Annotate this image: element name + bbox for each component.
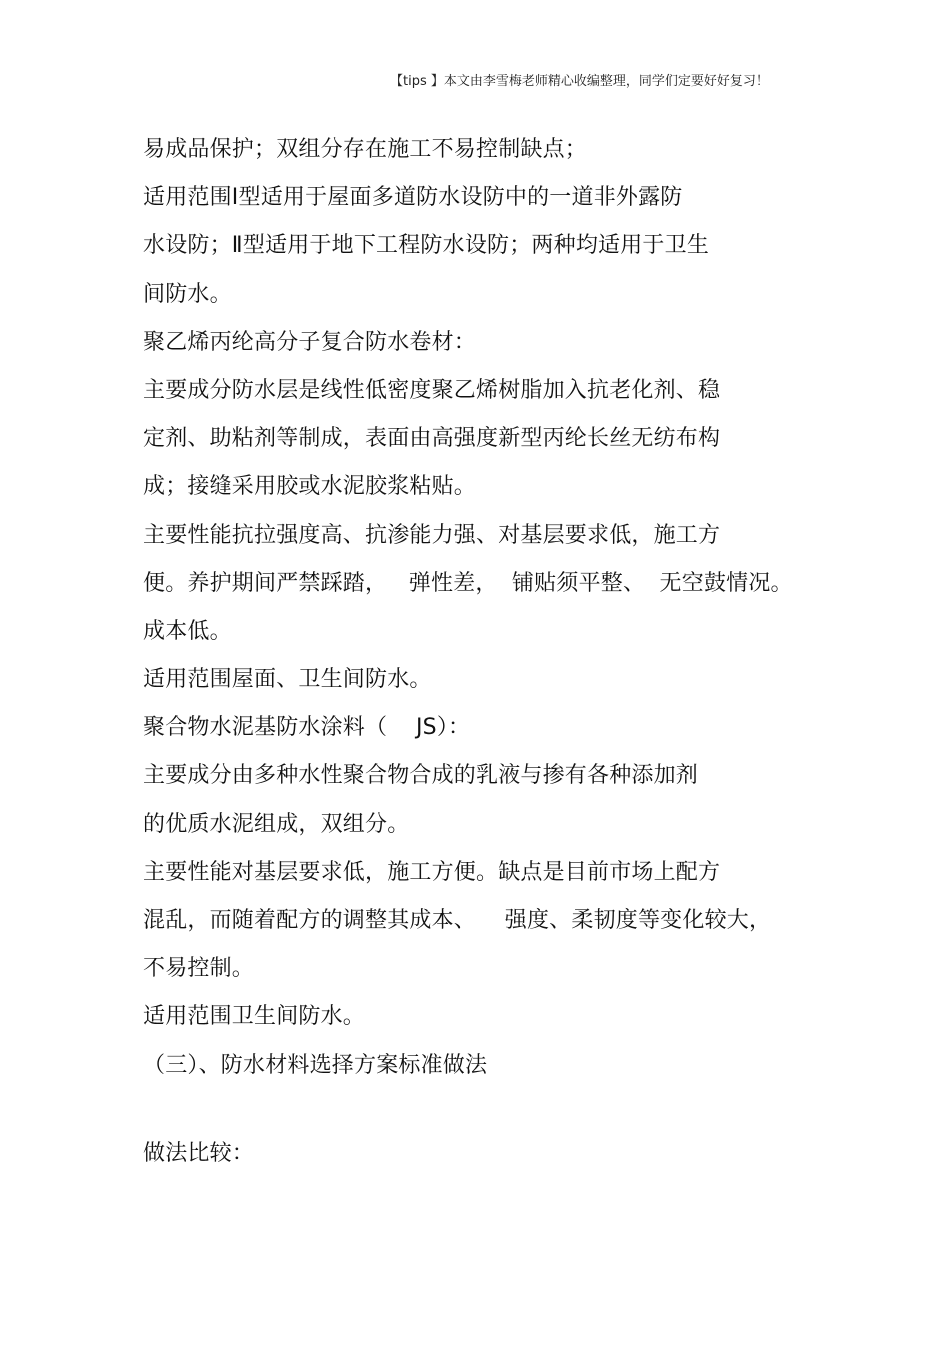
text-line: 成；接缝采用胶或水泥胶浆粘贴。	[143, 474, 477, 500]
text-line: 主要成分防水层是线性低密度聚乙烯树脂加入抗老化剂、稳	[143, 377, 721, 403]
text-line: 便。养护期间严禁踩踏， 弹性差， 铺贴须平整、 无空鼓情况。	[143, 570, 793, 596]
section-label: 聚合物水泥基防水涂料（ JS）：	[143, 715, 471, 741]
text-line: 主要性能抗拉强度高、抗渗能力强、对基层要求低，施工方	[143, 522, 721, 548]
section-heading: （三）、防水材料选择方案标准做法	[143, 1052, 488, 1078]
text-line: 不易控制。	[143, 956, 255, 982]
text-line: 定剂、助粘剂等制成，表面由高强度新型丙纶长丝无纺布构	[143, 426, 721, 452]
body-text	[143, 126, 843, 1178]
text-line: 主要性能对基层要求低，施工方便。缺点是目前市场上配方	[143, 859, 721, 885]
text-line: 适用范围卫生间防水。	[143, 1004, 366, 1030]
section-label: 聚乙烯丙纶高分子复合防水卷材：	[143, 329, 477, 355]
text-line: 适用范围屋面、卫生间防水。	[143, 667, 432, 693]
text-line: 水设防；Ⅱ型适用于地下工程防水设防；两种均适用于卫生	[143, 233, 710, 259]
text-line: 易成品保护；双组分存在施工不易控制缺点；	[143, 137, 588, 162]
text-line: 成本低。	[143, 618, 232, 644]
text-line: 混乱，而随着配方的调整其成本、 强度、柔韧度等变化较大，	[143, 908, 772, 933]
header-note: 【tips 】本文由李雪梅老师精心收编整理，同学们定要好好复习！	[390, 74, 769, 89]
text-line: 主要成分由多种水性聚合物合成的乳液与掺有各种添加剂	[143, 763, 699, 789]
section-label: 做法比较：	[143, 1140, 255, 1166]
text-line: 适用范围Ⅰ型适用于屋面多道防水设防中的一道非外露防	[143, 185, 683, 211]
text-line: 的优质水泥组成，双组分。	[143, 811, 410, 837]
text-line: 间防水。	[143, 281, 232, 307]
